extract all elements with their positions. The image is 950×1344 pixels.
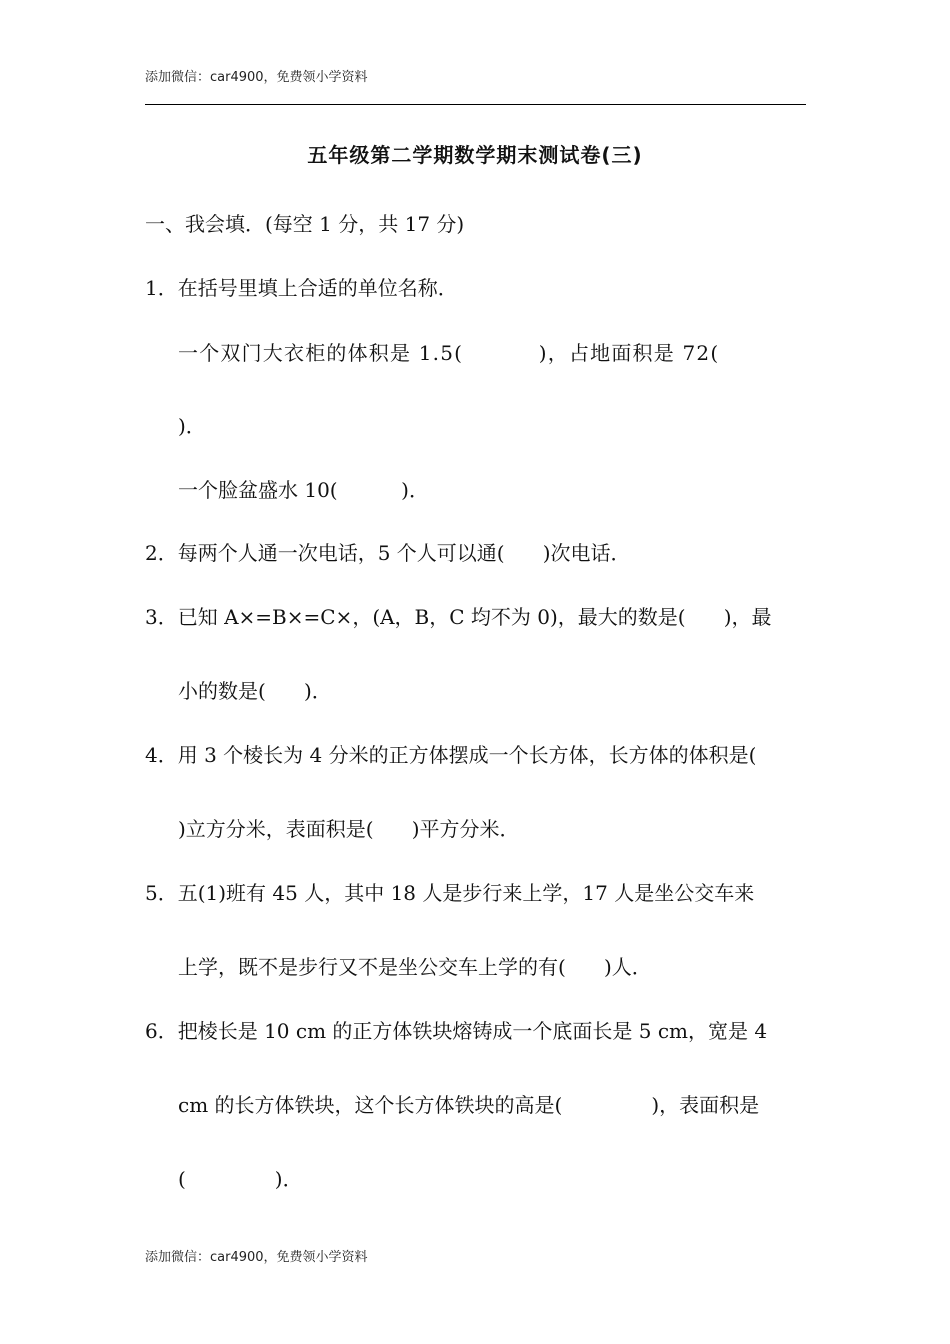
question-4: 4．用 3 个棱长为 4 分米的正方体摆成一个长方体，长方体的体积是( [145,743,757,767]
page-footer-note: 添加微信：car4900，免费领小学资料 [145,1250,368,1265]
question-4-line-2: )立方分米，表面积是( )平方分米． [178,817,520,841]
header-divider [145,104,806,105]
question-2: 2．每两个人通一次电话，5 个人可以通( )次电话． [145,541,631,565]
question-6: 6．把棱长是 10 cm 的正方体铁块熔铸成一个底面长是 5 cm，宽是 4 [145,1019,768,1043]
question-1-line-2: )． [178,414,206,438]
question-6-line-3: ( )． [178,1167,303,1191]
document-title: 五年级第二学期数学期末测试卷(三) [307,143,643,167]
page-header-note: 添加微信：car4900，免费领小学资料 [145,70,368,85]
question-5-line-2: 上学，既不是步行又不是坐公交车上学的有( )人． [178,955,652,979]
question-5: 5．五(1)班有 45 人，其中 18 人是步行来上学，17 人是坐公交车来 [145,881,755,905]
section-heading: 一、我会填．(每空 1 分，共 17 分) [145,212,465,236]
question-1: 1．在括号里填上合适的单位名称． [145,276,458,300]
question-3-line-2: 小的数是( )． [178,679,332,703]
question-1-line-1: 一个双门大衣柜的体积是 1.5( )，占地面积是 72( [178,341,720,365]
question-3: 3．已知 A×=B×=C×，(A，B，C 均不为 0)，最大的数是( )，最 [145,605,772,629]
question-6-line-2: cm 的长方体铁块，这个长方体铁块的高是( )，表面积是 [178,1093,760,1117]
question-1-line-3: 一个脸盆盛水 10( )． [178,478,429,502]
